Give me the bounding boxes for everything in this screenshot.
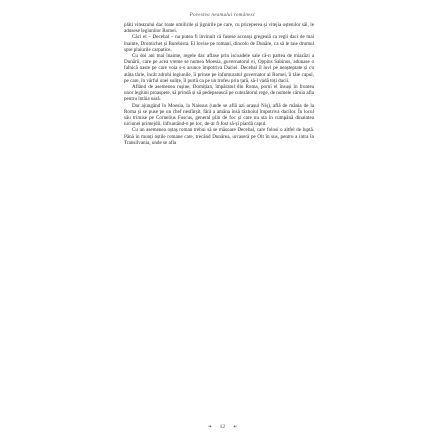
paragraph: Căci el – Decebal – nu putea fi învinuit că fusese acceași gregeală ca regii daci de mai înainte, Dromichet și Burebista. El lovise pe romani, dincolo de Dunăre, ca să le taie drumul spre plaiurile carpatice. xyxy=(124,34,314,53)
paragraph: Aflând de asemenea rușine, Domițian, împăratul din Roma, porni el însuși în fruntea unor legiuni proaspete, să prindă și să pedepsească pe cutezătorul rege, de numele căruia afla pentru întâia oară. xyxy=(124,84,314,103)
left-ornament-icon: ❧ xyxy=(207,425,213,430)
page-footer xyxy=(0,424,445,430)
paragraph: Dar ajungând în Moesia, la Naissus (unde se află azi orașul Niș), află de mânia de la Roma și se puse pe un chef nesfârșit, fără a amâna însă războiul împotriva dacilor. În locul său trimise pe Cornelius Fuscus, general plin de foc și care nu sta în cumpănă dinaintea niciunei primejdii, înfruntând-o pe loc, de-ar fi fost să-și piardă capul. xyxy=(124,102,314,128)
page-number: 12 xyxy=(219,424,226,430)
body-text xyxy=(124,22,314,146)
running-head: Povestea neamului românesc xyxy=(189,12,256,18)
paragraph: plăti viteazului dac toate umilirile și jignirile pe care, cu priceperea și vitejia oștenilor săi, le adusese legiunilor Romei. xyxy=(124,22,314,35)
right-ornament-icon: ☙ xyxy=(232,425,238,430)
paragraph: Cu doi ani mai înainte, regele dac aflase prin iscoadele sale că-n partea de miazăzi a Dunării, care pe acea vreme se numea Moesia, guvernatorul ei, Oppius Sabinus, adunase o falnică oaste pe care voia s-o arunce împotriva Daciei. Decebal îl lovi pe neașteptate și cu atâta tărie, încât zdrobi legiunile, îi prinse pe înfumuratul guvernator al Romei, îi tăie capul, pe care, în vârful unei sulițe, îl purtă ca pe un trofeu prin țară, să-l vadă toți dacii. xyxy=(124,53,314,84)
paragraph: Cu un asemenea oștaș roman trebui să se măsoare Decebal, care folosi o altfel de luptă. Până în munți oștile romane care, trecând Dunărea, urcaseră pe Olt în sus, pentru a intra în Transilvania, unde se afla xyxy=(124,127,314,146)
